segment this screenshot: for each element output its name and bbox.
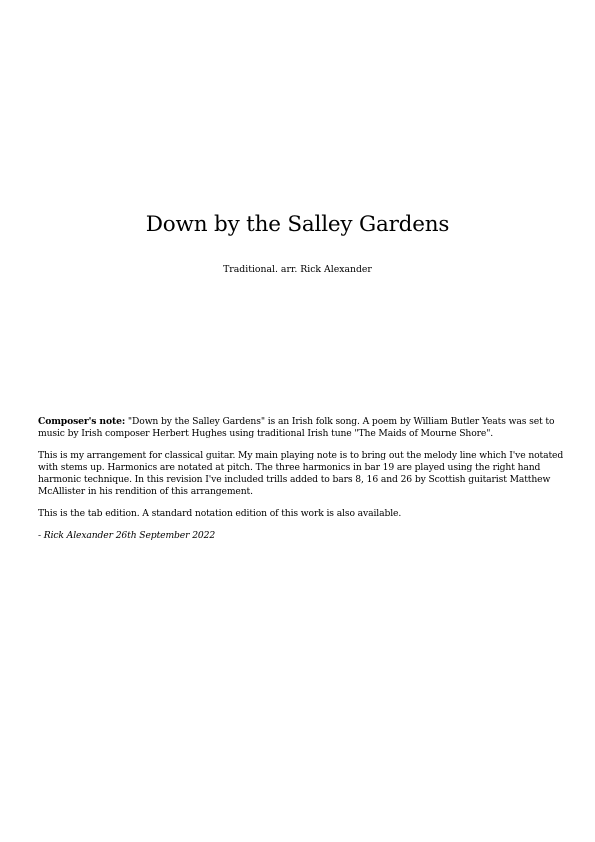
edition-paragraph: This is the tab edition. A standard notation edition of this work is also available. bbox=[38, 508, 402, 519]
arrangement-paragraph: This is my arrangement for classical guitar. My main playing note is to bring out the melody line which I've notated with stems up. Harmonics are notated at pitch. The three harmonics in bar 19 are played using the right hand harmonic technique. In this revision I've included trills added to bars 8, 16 and 26 by Scottish guitarist Matthew McAllister in his rendition of this arrangement. bbox=[38, 450, 564, 497]
document-title: Down by the Salley Gardens bbox=[145, 212, 450, 237]
composers-notes bbox=[38, 416, 568, 552]
composers-note-label: Composer's note: bbox=[38, 416, 126, 427]
signature: - Rick Alexander 26th September 2022 bbox=[38, 530, 216, 541]
document-subtitle: Traditional. arr. Rick Alexander bbox=[223, 264, 372, 275]
composers-note-text: "Down by the Salley Gardens" is an Irish folk song. A poem by William Butler Yeats was set to music by Irish composer Herbert Hughes using traditional Irish tune "The Maids of Mourne Shore". bbox=[38, 416, 555, 439]
composers-note-paragraph bbox=[38, 416, 568, 440]
